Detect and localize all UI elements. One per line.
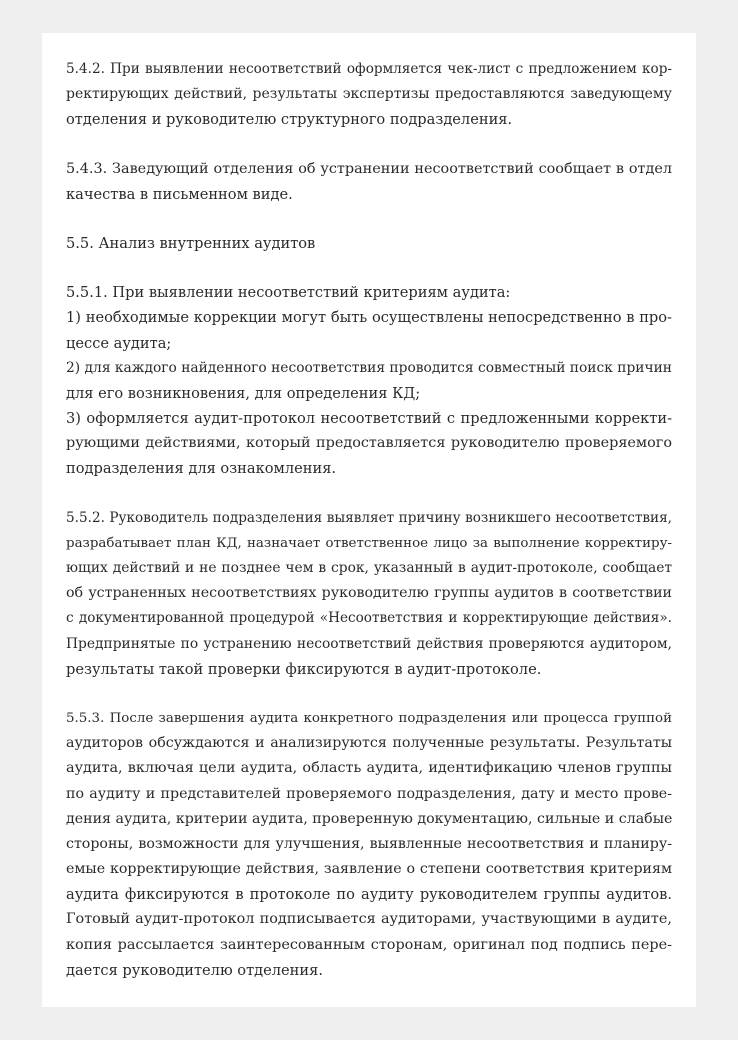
text-line: 5.5.3. После завершения аудита конкретного подразделения или процесса группой: [66, 710, 672, 726]
paragraph-5-5-1: [66, 280, 672, 482]
text-line: копия рассылается заинтересованным сторонам, оригинал под подпись пере-: [66, 936, 672, 953]
list-item-line: подразделения для ознакомления.: [66, 460, 337, 478]
paragraph-5-5-3: [66, 706, 672, 983]
paragraph-5-5-2: [66, 506, 672, 682]
list-item-line: рующими действиями, который предоставляется руководителю проверяемого: [66, 435, 672, 452]
paragraph-5-4-3: [66, 157, 672, 207]
text-line: аудита, включая цели аудита, область аудита, идентификацию членов группы: [66, 760, 672, 777]
text-line: аудита фиксируются в протоколе по аудиту руководителем группы аудитов.: [66, 886, 672, 904]
text-line: Предпринятые по устранению несоответствий действия проверяются аудитором,: [66, 635, 672, 652]
text-line: 5.4.2. При выявлении несоответствий оформляется чек-лист с предложением кор-: [66, 61, 672, 77]
paragraph-5-4-2: [66, 57, 672, 133]
text-line: аудиторов обсуждаются и анализируются полученные результаты. Результаты: [66, 735, 672, 752]
list-item-line: 2) для каждого найденного несоответствия проводится совместный поиск причин: [66, 359, 672, 376]
list-item-line: для его возникновения, для определения КД;: [66, 384, 421, 402]
text-line: емые корректирующие действия, заявление о степени соответствия критериям: [66, 861, 672, 878]
text-line: качества в письменном виде.: [66, 185, 293, 203]
text-line: дается руководителю отделения.: [66, 961, 323, 979]
section-heading-5-5: 5.5. Анализ внутренних аудитов: [66, 234, 316, 252]
text-line: по аудиту и представителей проверяемого подразделения, дату и место прове-: [66, 785, 672, 802]
text-line: с документированной процедурой «Несоответствия и корректирующие действия».: [66, 610, 672, 627]
list-item-line: 1) необходимые коррекции могут быть осуществлены непосредственно в про-: [66, 309, 672, 327]
text-line: ющих действий и не позднее чем в срок, указанный в аудит-протоколе, сообщает: [66, 560, 672, 576]
text-line: 5.4.3. Заведующий отделения об устранении несоответствий сообщает в отдел: [66, 160, 672, 177]
text-line: разрабатывает план КД, назначает ответственное лицо за выполнение корректиру-: [66, 535, 672, 551]
text-line: Готовый аудит-протокол подписывается аудиторами, участвующими в аудите,: [66, 911, 672, 928]
list-item-line: цессе аудита;: [66, 334, 172, 352]
document-page: [42, 33, 696, 1007]
list-item-line: 3) оформляется аудит-протокол несоответствий с предложенными корректи-: [66, 410, 672, 428]
text-line: результаты такой проверки фиксируются в аудит-протоколе.: [66, 660, 542, 678]
text-line: дения аудита, критерии аудита, проверенную документацию, сильные и слабые: [66, 810, 673, 827]
document-body: [66, 57, 672, 983]
text-line: об устраненных несоответствиях руководителю группы аудитов в соответствии: [66, 585, 672, 602]
text-line: отделения и руководителю структурного подразделения.: [66, 111, 513, 129]
text-line: ректирующих действий, результаты экспертизы предоставляются заведующему: [66, 86, 672, 103]
text-line: стороны, возможности для улучшения, выявленные несоответствия и планиру-: [66, 835, 672, 852]
text-line: 5.5.2. Руководитель подразделения выявляет причину возникшего несоответствия,: [66, 509, 672, 526]
text-line: 5.5.1. При выявлении несоответствий критериям аудита:: [66, 284, 511, 302]
